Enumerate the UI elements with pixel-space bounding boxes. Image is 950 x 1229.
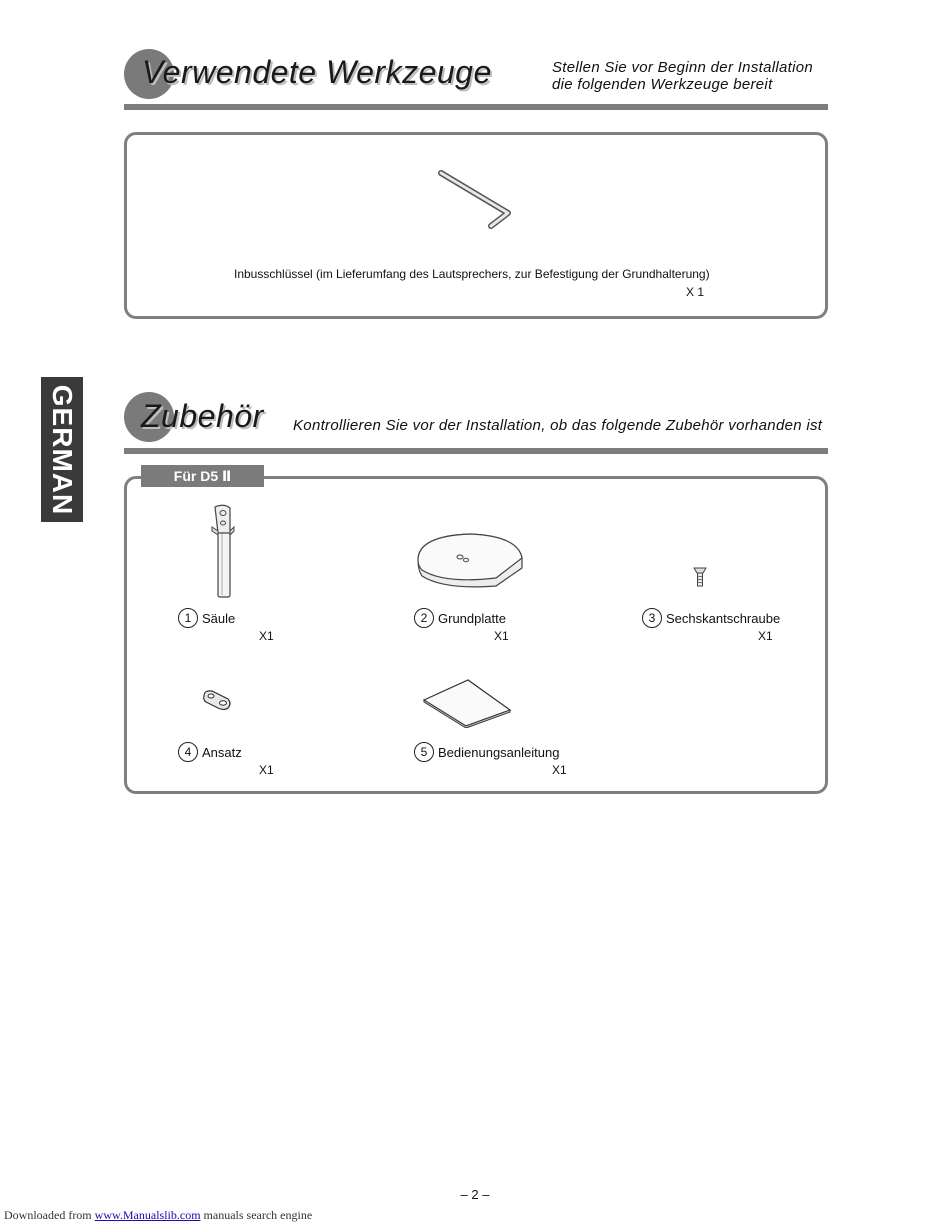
item-label-1: Säule	[202, 611, 236, 626]
item-label-5: Bedienungsanleitung	[438, 745, 560, 760]
allen-key-icon	[436, 168, 516, 232]
item-number-1: 1	[178, 608, 198, 628]
item-quantity-2: X1	[494, 629, 509, 643]
item-number-3: 3	[642, 608, 662, 628]
item-number-2: 2	[414, 608, 434, 628]
accessories-section-title: Zubehör	[141, 398, 264, 434]
footer-suffix: manuals search engine	[203, 1208, 313, 1222]
tools-section-subtitle-line2: die folgenden Werkzeuge bereit	[552, 76, 773, 93]
item-quantity-4: X1	[259, 763, 274, 777]
accessories-section-rule	[124, 448, 828, 454]
item-label-2: Grundplatte	[438, 611, 506, 626]
tools-section-rule	[124, 104, 828, 110]
tools-section-subtitle-line1: Stellen Sie vor Beginn der Installation	[552, 59, 814, 76]
item-number-4: 4	[178, 742, 198, 762]
item-label-3: Sechskantschraube	[666, 611, 781, 626]
item-quantity-3: X1	[758, 629, 773, 643]
language-side-tab	[41, 377, 83, 522]
base-plate-icon	[414, 530, 526, 592]
page-number: – 2 –	[460, 1187, 490, 1202]
manual-icon	[422, 678, 512, 728]
accessories-section-subtitle: Kontrollieren Sie vor der Installation, ob das folgende Zubehör vorhanden ist	[293, 417, 823, 434]
item-quantity-5: X1	[552, 763, 567, 777]
footer-prefix: Downloaded from	[4, 1208, 92, 1222]
item-label-4: Ansatz	[202, 745, 242, 760]
download-footer	[4, 1208, 312, 1223]
manualslib-link[interactable]: www.Manualslib.com	[94, 1208, 201, 1222]
screw-icon	[693, 566, 707, 588]
column-icon	[206, 503, 240, 601]
item-quantity-1: X1	[259, 629, 274, 643]
tool-quantity: X 1	[686, 285, 705, 299]
language-label: GERMAN	[47, 384, 78, 515]
tools-section-title: Verwendete Werkzeuge	[142, 54, 492, 90]
model-tag: Für D5 Ⅱ	[141, 465, 264, 487]
item-number-5: 5	[414, 742, 434, 762]
spacer-icon	[200, 688, 234, 712]
tool-label: Inbusschlüssel (im Lieferumfang des Lautsprechers, zur Befestigung der Grundhalterung)	[234, 267, 710, 281]
